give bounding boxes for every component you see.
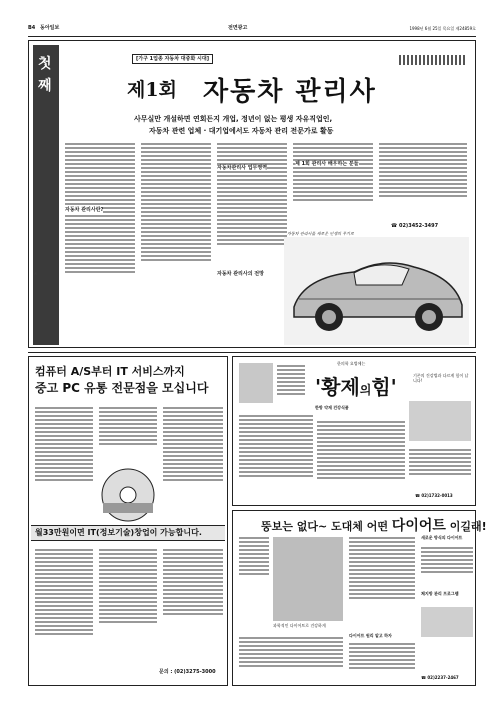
- left-ad-bar-title: 월33만원이면 IT(정보기술)창업이 가능합니다.: [35, 528, 202, 537]
- handwritten-note: ✍: [34, 271, 38, 276]
- right-bottom-title: [261, 515, 487, 535]
- heading-what-is: 자동차 관리사란?: [65, 207, 104, 213]
- heading-who: 제 1회 관리사 배우하는 분들: [295, 161, 359, 167]
- diet-side-head-1: 새로운 방식의 다이어트: [421, 535, 463, 540]
- diet-side-photo: [421, 607, 473, 637]
- body-column-5: [379, 141, 467, 225]
- right-bottom-text-3: [421, 545, 473, 585]
- left-ad-title-2: 중고 PC 유통 전문점을 모십니다: [35, 381, 209, 395]
- subtitle-line-1: 사무실만 개설하면 연회든지 개업, 정년이 없는 평생 자유직업인,: [134, 115, 333, 123]
- right-top-phone: ☎ 02)1732-0013: [415, 493, 453, 498]
- ad-number: 제1회: [127, 79, 177, 101]
- diet-photo-caption: 과학적인 다이어트로 건강하게: [273, 623, 326, 628]
- top-ad-phone: ☎ 02)3452-3497: [391, 223, 439, 229]
- right-bottom-text-2: [349, 535, 415, 631]
- top-ad-sign: 자동차 관리사를 새로운 인생의 무기로: [287, 231, 354, 236]
- right-top-text-3: [317, 419, 405, 501]
- header-rule: [28, 36, 476, 37]
- left-ad-title-1: 컴퓨터 A/S부터 IT 서비스까지: [35, 365, 185, 378]
- left-ad-text-6: [163, 547, 223, 657]
- right-top-text-1: [277, 363, 305, 407]
- right-top-title: [315, 371, 397, 400]
- body-column-2: [141, 141, 211, 321]
- right-top-kicker: 한의학 요법에는: [337, 361, 366, 366]
- series-tag: [가구 1업종 자동차 대중화 시대]: [132, 54, 213, 64]
- left-ad-text-1: [35, 405, 93, 515]
- diet-sub-head: 다이어트 원리 알고 하자: [349, 633, 392, 638]
- right-top-aside: 기존의 건강법과 다르게 힘이 납니다!: [413, 373, 469, 383]
- right-bottom-text-5: [349, 641, 415, 681]
- divider-1: [28, 352, 476, 353]
- right-bottom-phone: ☎ 02)2237-2467: [421, 675, 459, 680]
- right-top-text-2: [239, 413, 313, 501]
- body-column-4: [293, 141, 373, 231]
- product-photo: [409, 401, 471, 441]
- car-image: [284, 237, 469, 345]
- vertical-label: 첫째: [38, 56, 52, 94]
- left-ad-phone: 문의 : (02)3275-3000: [159, 669, 216, 675]
- left-ad: [28, 356, 228, 686]
- diet-photo: [273, 537, 343, 621]
- left-ad-text-3: [163, 405, 223, 515]
- body-column-1: [65, 141, 135, 341]
- subtitle-line-2: 자동차 관련 업체 · 대기업에서도 자동차 관리 전문가로 활동: [149, 127, 334, 135]
- right-top-caption: 한방 약재 건강식품: [315, 405, 349, 410]
- diet-title-c: 이길래!: [445, 520, 487, 533]
- issue-date: 1998년 6월 25일 목요일 제24859호: [409, 26, 476, 31]
- diet-title-b: 다이어트: [391, 518, 446, 534]
- page-header: [28, 24, 476, 34]
- diet-side-head-2: 체지방 관리 프로그램: [421, 591, 459, 596]
- newspaper-name: 동아일보: [40, 25, 60, 31]
- left-ad-text-2: [99, 405, 157, 465]
- title-part-b: 의: [359, 383, 372, 397]
- right-bottom-text-1: [239, 535, 269, 595]
- top-ad: [28, 40, 476, 348]
- logo-strip: [399, 55, 465, 65]
- left-ad-text-4: [35, 547, 93, 677]
- title-part-a: '황제: [315, 375, 360, 399]
- portrait-photo: [239, 363, 273, 403]
- title-part-c: 힘': [371, 375, 397, 399]
- diet-title-a: 뚱보는 없다~ 도대체 어떤: [261, 520, 392, 533]
- right-top-ad: [232, 356, 476, 506]
- right-bottom-text-4: [239, 635, 343, 681]
- section-name: 전면광고: [228, 25, 248, 31]
- left-ad-text-5: [99, 547, 157, 677]
- right-bottom-ad: [232, 510, 487, 686]
- cd-image: [95, 467, 161, 523]
- right-top-text-4: [409, 447, 471, 487]
- ad-title: 자동차 관리사: [203, 77, 377, 107]
- page-number: B4: [28, 25, 36, 31]
- heading-outlook: 자동차 관리사의 전망: [217, 271, 264, 277]
- heading-scope: 자동차관리사 업무영역: [217, 165, 268, 171]
